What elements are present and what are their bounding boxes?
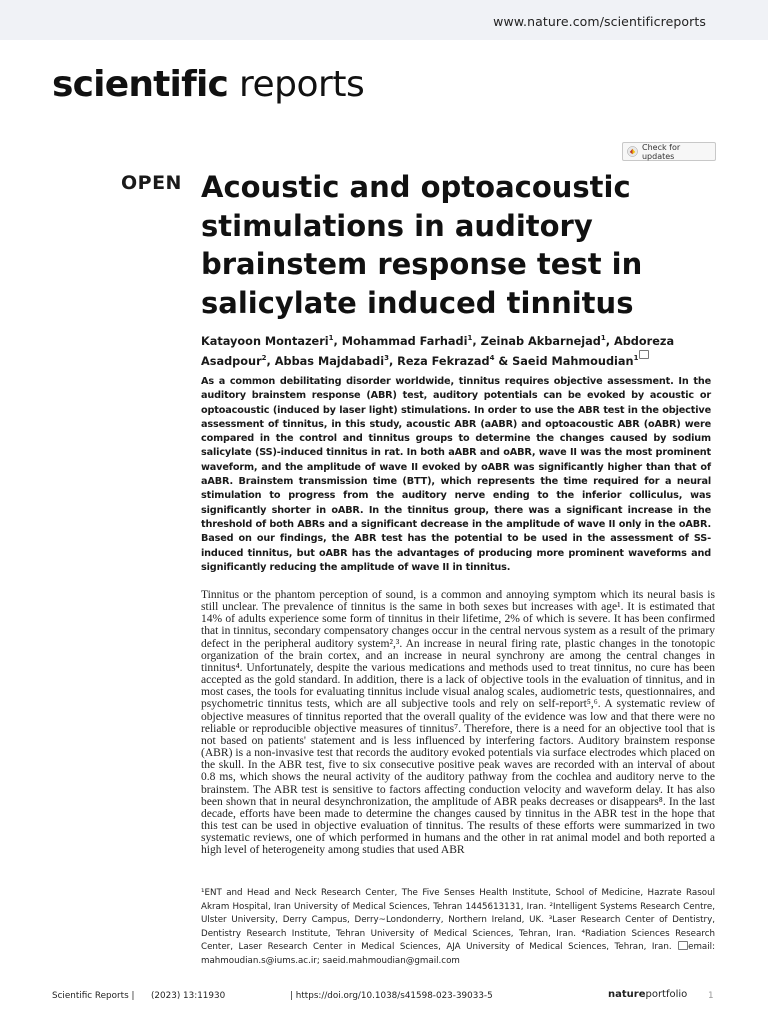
email-icon (639, 350, 649, 359)
article-title: Acoustic and optoacoustic stimulations in auditory brainstem response test in salicylate induced tinnitus (201, 170, 643, 320)
affiliations-text: ¹ENT and Head and Neck Research Center, The Five Senses Health Institute, School of Medicine, Hazrate Rasoul Akram Hospital, Iran University of Medical Sciences, Tehran 1445613131, Iran. ²Intelligent Systems Research Centre, Ulster University, Derry Campus, Derry~Londonderry, Northern Ireland, UK. ³Laser Research Center of Dentistry, Dentistry Research Institute, Tehran University of Medical Sciences, Tehran, Iran. ⁴Radiation Sciences Research Center, Laser Research Center in Medical Sciences, AJA University of Medical Sciences, Tehran, Iran. (201, 888, 715, 953)
brand-bold: scientific (52, 64, 229, 105)
author-list: Katayoon Montazeri$^1$, Mohammad Farhadi$^1$, Zeinab Akbarnejad$^1$, Abdoreza Asadpour$^2$, Abbas Majdabadi$^3$, Reza Fekrazad$^4$ & Saeid Mahmoudian$^1$ (201, 334, 675, 368)
corresponding-email[interactable]: email: mahmoudian.s@iums.ac.ir; saeid.mahmoudian@gmail.com (201, 942, 715, 966)
author-aff: 1 (328, 334, 334, 342)
author-name: Reza Fekrazad (397, 354, 490, 368)
affiliations (201, 887, 715, 969)
abstract: As a common debilitating disorder worldwide, tinnitus requires objective assessment. In the auditory brainstem response (ABR) test, auditory potentials can be evoked by acoustic or optoacoustic (induced by laser light) stimulations. In order to use the ABR test in the objective assessment of tinnitus, in this study, acoustic ABR (aABR) and optoacoustic ABR (oABR) were compared in the control and tinnitus groups to determine the changes caused by sodium salicylate (SS)-induced tinnitus in rat. In both aABR and oABR, wave II was the most prominent waveform, and the amplitude of wave II evoked by oABR was significantly higher than that of aABR. Brainstem transmission time (BTT), which represents the time required for a neural stimulation to progress from the auditory nerve ending to the inferior colliculus, was significantly shorter in oABR. In the tinnitus group, there was a significant increase in the threshold of both ABRs and a significant decrease in the amplitude of wave II only in the oABR. Based on our findings, the ABR test has the potential to be used in the assessment of SS-induced tinnitus, but oABR has the advantages of producing more prominent waveforms and significantly reducing the amplitude of wave II in tinnitus. (201, 376, 711, 573)
author-name: Mohammad Farhadi (341, 334, 468, 348)
author-aff: 1 (600, 334, 606, 342)
publisher-bold: nature (608, 989, 646, 1000)
author-aff: 1 (467, 334, 473, 342)
footer-doi[interactable]: | https://doi.org/10.1038/s41598-023-39033-5 (290, 991, 493, 1001)
author-name: Katayoon Montazeri (201, 334, 329, 348)
open-access-label: OPEN (121, 172, 182, 194)
author-aff: 3 (384, 353, 389, 362)
email-icon (678, 941, 688, 950)
author-aff: 2 (261, 353, 267, 362)
journal-logo (52, 64, 364, 105)
page-number: 1 (708, 991, 714, 1001)
author-aff: 4 (489, 353, 495, 362)
author-name: Abbas Majdabadi (274, 354, 385, 368)
top-bar (0, 0, 768, 40)
check-for-updates-button[interactable] (622, 142, 716, 161)
publisher-logo (608, 989, 687, 1000)
check-updates-icon (627, 146, 638, 157)
footer-year-volume: (2023) 13:11930 (151, 991, 226, 1001)
publisher-light: portfolio (645, 989, 688, 1000)
journal-url[interactable]: www.nature.com/scientificreports (493, 14, 706, 29)
check-updates-label: Check for updates (641, 142, 681, 161)
author-name: Saeid Mahmoudian (512, 354, 634, 368)
body-text (201, 589, 715, 856)
body-paragraph: Tinnitus or the phantom perception of sound, is a common and annoying symptom which its neural basis is still unclear. The prevalence of tinnitus is the same in both sexes but increases with age¹. It is estimated that 14% of adults experience some form of tinnitus in their lifetime, 2% of which is severe. It has been confirmed that in tinnitus, secondary compensatory changes occur in the central nervous system as a result of the primary defect in the peripheral auditory system²,³. An increase in neural firing rate, plastic changes in the tonotopic organization of the brain cortex, and an increase in neural synchrony are among the central changes in tinnitus⁴. Unfortunately, despite the various medications and methods used to treat tinnitus, no cure has been accepted as the gold standard. In addition, there is a lack of objective tools in the evaluation of tinnitus, and in most cases, the tools for evaluating tinnitus include visual analog scales, audiometric tests, questionnaires, and psychometric tinnitus tests, which are all subjective tools and rely on self-report⁵,⁶. A systematic review of objective measures of tinnitus reported that the overall quality of the evidence was low and that there were no reliable or reproducible objective measures of tinnitus⁷. Therefore, there is a need for an objective tool that is not based on patients' statement and is less influenced by interfering factors. Auditory brainstem response (ABR) is a non-invasive test that records the auditory evoked potentials via surface electrodes which placed on the skull. In the ABR test, five to six consecutive positive peak waves are recorded with an interval of about 0.8 ms, which shows the neural activity of the auditory pathway from the cochlea and auditory nerve to the brainstem. The ABR test is sensitive to factors affecting conduction velocity and waveform delay. It has also been shown that in neural desynchronization, the amplitude of ABR peaks decreases or disappears⁸. In the last decade, efforts have been made to determine the changes caused by tinnitus in the ABR test in the hope that this test can be used in objective evaluation of tinnitus. The results of these efforts were summarized in two systematic reviews, one of which performed in humans and the other in rat animal model and both reported a high level of heterogeneity among studies that used ABR (201, 589, 715, 857)
footer-journal: Scientific Reports | (52, 991, 135, 1001)
author-aff: 1 (633, 353, 639, 362)
author-name: Zeinab Akbarnejad (480, 334, 601, 348)
author-name: Abdoreza Asadpour (201, 334, 675, 368)
brand-light: reports (239, 64, 365, 105)
